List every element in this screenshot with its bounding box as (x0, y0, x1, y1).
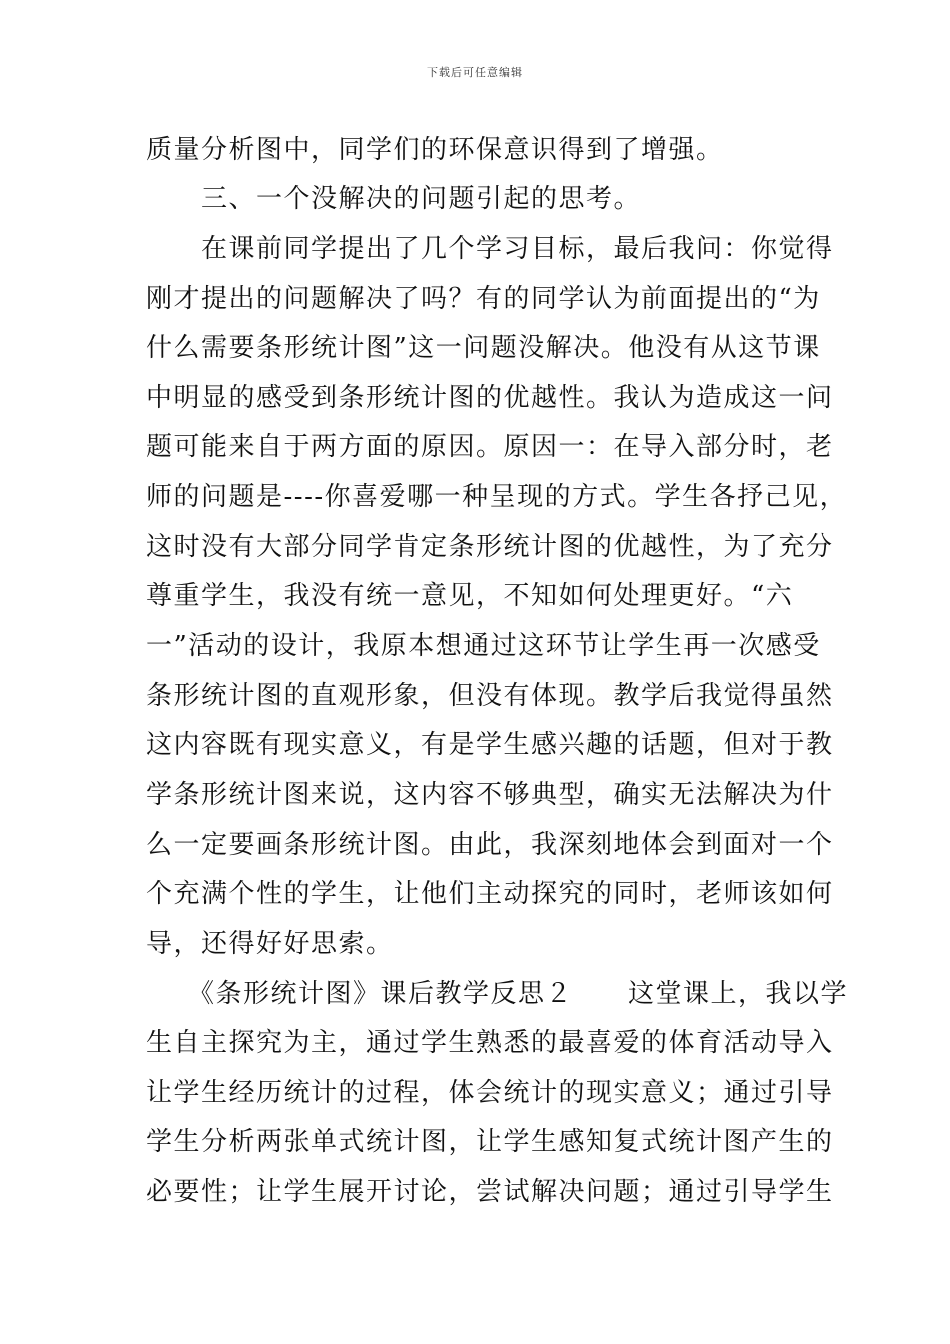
text-line: 条形统计图的直观形象，但没有体现。教学后我觉得虽然 (146, 681, 834, 711)
text-line: 导，还得好好思索。 (146, 929, 394, 959)
text-line: 这内容既有现实意义，有是学生感兴趣的话题，但对于教 (146, 730, 834, 760)
text-line: 让学生经历统计的过程，体会统计的现实意义；通过引导 (146, 1078, 834, 1108)
text-line: 一”活动的设计，我原本想通过这环节让学生再一次感受 (146, 631, 821, 661)
text-line: 刚才提出的问题解决了吗？有的同学认为前面提出的“为 (146, 284, 821, 314)
text-line: 必要性；让学生展开讨论，尝试解决问题；通过引导学生 (146, 1177, 834, 1207)
text-line: 个充满个性的学生，让他们主动探究的同时，老师该如何 (146, 879, 834, 909)
text-line: 什么需要条形统计图”这一问题没解决。他没有从这节课 (146, 333, 821, 363)
text-line: 在课前同学提出了几个学习目标，最后我问：你觉得 (146, 234, 834, 264)
text-line: 这时没有大部分同学肯定条形统计图的优越性，为了充分 (146, 532, 834, 562)
text-line: 三、一个没解决的问题引起的思考。 (146, 184, 642, 214)
text-line: 题可能来自于两方面的原因。原因一：在导入部分时，老 (146, 432, 834, 462)
text-line: 质量分析图中，同学们的环保意识得到了增强。 (146, 135, 724, 165)
text-line: 学条形统计图来说，这内容不够典型，确实无法解决为什 (146, 780, 834, 810)
text-line: 学生分析两张单式统计图，让学生感知复式统计图产生的 (146, 1127, 834, 1157)
text-line: 生自主探究为主，通过学生熟悉的最喜爱的体育活动导入 (146, 1028, 834, 1058)
text-line: 《条形统计图》课后教学反思２ 这堂课上，我以学 (146, 979, 849, 1009)
text-line: 么一定要画条形统计图。由此，我深刻地体会到面对一个 (146, 830, 834, 860)
page-header: 下载后可任意编辑 (427, 66, 523, 79)
text-line: 师的问题是----你喜爱哪一种呈现的方式。学生各抒己见， (146, 482, 848, 512)
text-line: 尊重学生，我没有统一意见，不知如何处理更好。“六 (146, 581, 794, 611)
text-line: 中明显的感受到条形统计图的优越性。我认为造成这一问 (146, 383, 834, 413)
